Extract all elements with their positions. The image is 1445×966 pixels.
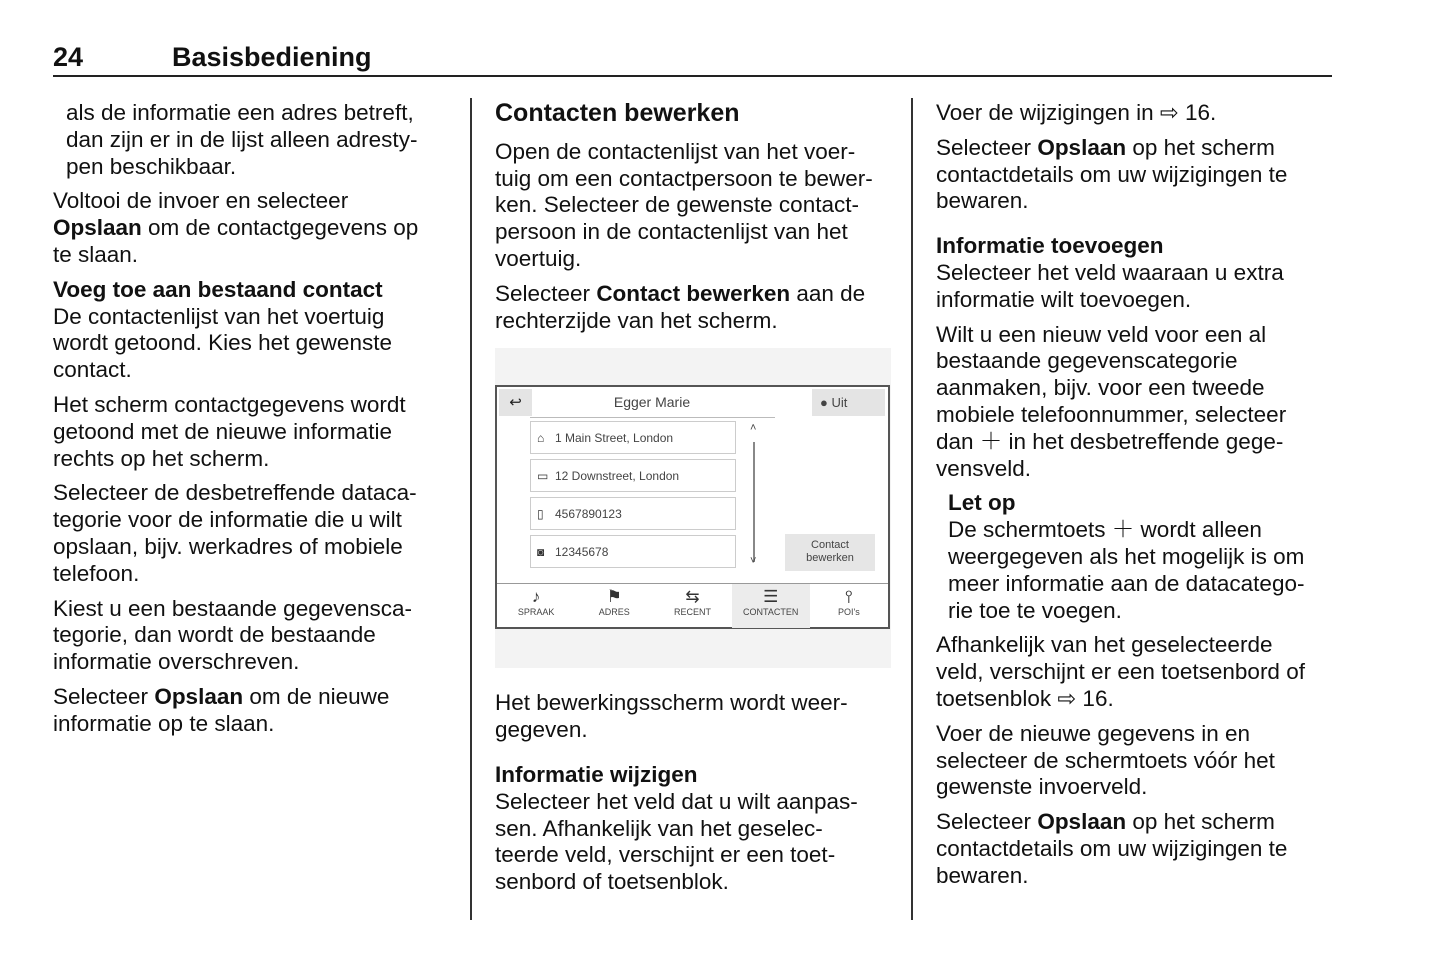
section-heading: Contacten bewerken <box>495 99 740 127</box>
paragraph: Selecteer Contact bewerken aan de rechterzijde van het scherm. <box>495 280 866 333</box>
section-title: Basisbediening <box>172 42 372 72</box>
paragraph: Afhankelijk van het geselecteerde veld, verschijnt er een toetsenbord of toetsenblok ⇨ 16. <box>936 632 1305 711</box>
tab-recent[interactable]: ⇆ RECENT <box>653 584 731 628</box>
subheading: Voeg toe aan bestaand contact <box>53 276 383 302</box>
header-rule <box>53 75 1332 77</box>
paragraph: Selecteer het veld dat u wilt aanpas- sen. Afhankelijk van het geselec- teerde veld, verschijnt er een toet- senbord of toetsenblok. <box>495 788 858 895</box>
column-3 <box>936 100 1341 898</box>
off-button[interactable]: ● Uit <box>812 389 885 416</box>
infotainment-screen <box>495 385 890 629</box>
tab-contacten[interactable]: ☰ CONTACTEN <box>732 584 810 628</box>
page-number: 24 <box>53 42 84 72</box>
back-icon[interactable]: ↩ <box>499 389 532 416</box>
contacts-icon: ☰ <box>763 587 779 607</box>
paragraph: Selecteer Opslaan op het scherm contactdetails om uw wijzigingen te bewaren. <box>936 809 1288 888</box>
paragraph: Selecteer het veld waaraan u extra informatie wilt toevoegen. <box>936 259 1284 312</box>
phone-icon: ◙ <box>537 545 545 560</box>
bottom-tab-bar <box>497 583 888 628</box>
subheading: Informatie wijzigen <box>495 761 698 787</box>
note-title: Let op <box>948 490 1016 516</box>
paragraph: Voer de wijzigingen in ⇨ 16. <box>936 100 1217 125</box>
note-text: De schermtoets ＋ wordt alleen weergegeven als het mogelijk is om meer informatie aan de datacatego- rie toe te voegen. <box>948 517 1305 623</box>
paragraph: Voer de nieuwe gegevens in en selecteer de schermtoets vóór het gewenste invoerveld. <box>936 720 1275 800</box>
divider <box>530 417 775 418</box>
scrollbar[interactable] <box>753 442 755 562</box>
paragraph: De contactenlijst van het voertuig wordt getoond. Kies het gewenste contact. <box>53 303 392 383</box>
home-icon: ⌂ <box>537 431 545 446</box>
column-1 <box>53 100 453 746</box>
paragraph: Selecteer de desbetreffende dataca- tegorie voor de informatie die u wilt opslaan, bijv. werkadres of mobiele telefoon. <box>53 480 417 586</box>
contact-edit-button[interactable]: Contact bewerken <box>785 534 875 571</box>
paragraph: Kiest u een bestaande gegevensca- tegorie, dan wordt de bestaande informatie overschreven. <box>53 595 413 675</box>
paragraph: Het scherm contactgegevens wordt getoond met de nieuwe informatie rechts op het scherm. <box>53 391 406 471</box>
contact-entry[interactable]: ◙ 12345678 <box>530 535 736 568</box>
paragraph: Voltooi de invoer en selecteer Opslaan om de contactgegevens op te slaan. <box>53 188 419 267</box>
contact-name: Egger Marie <box>613 394 691 411</box>
tab-adres[interactable]: ⚑ ADRES <box>575 584 653 628</box>
paragraph: Selecteer Opslaan om de nieuwe informatie op te slaan. <box>53 683 390 736</box>
mobile-icon: ▯ <box>537 507 544 522</box>
contact-entry[interactable]: ▯ 4567890123 <box>530 497 736 530</box>
screen-illustration <box>495 348 891 668</box>
flag-icon: ⚑ <box>606 587 622 607</box>
work-icon: ▭ <box>537 469 549 484</box>
column-divider <box>470 98 472 920</box>
paragraph: Open de contactenlijst van het voer- tuig om een contactpersoon te bewer- ken. Selecteer de gewenste contact- persoon in de contactenlijst van het voertuig. <box>495 138 873 271</box>
recent-icon: ⇆ <box>685 587 700 607</box>
paragraph: Wilt u een nieuw veld voor een al bestaande gegevenscategorie aanmaken, bijv. voor een tweede mobiele telefoonnummer, selecteer dan ＋ in het desbetreffende gege- vensveld. <box>936 321 1287 481</box>
note-box <box>948 490 1341 624</box>
tab-pois[interactable]: ⫯ POI's <box>810 584 888 628</box>
voice-icon: ♪ <box>531 587 541 607</box>
poi-icon: ⫯ <box>845 587 853 607</box>
paragraph: Het bewerkingsscherm wordt weer- gegeven. <box>495 690 848 743</box>
column-divider <box>911 98 913 920</box>
paragraph: als de informatie een adres betreft, dan zijn er in de lijst alleen adresty- pen beschikbaar. <box>66 100 418 179</box>
contact-entry[interactable]: ▭ 12 Downstreet, London <box>530 459 736 492</box>
paragraph: Selecteer Opslaan op het scherm contactdetails om uw wijzigingen te bewaren. <box>936 134 1288 214</box>
column-2 <box>495 100 895 904</box>
scroll-down-icon[interactable]: ˅ <box>750 555 757 568</box>
subheading: Informatie toevoegen <box>936 233 1164 259</box>
contact-entry[interactable]: ⌂ 1 Main Street, London <box>530 421 736 454</box>
tab-spraak[interactable]: ♪ SPRAAK <box>497 584 575 628</box>
scroll-up-icon[interactable]: ˄ <box>750 422 757 435</box>
